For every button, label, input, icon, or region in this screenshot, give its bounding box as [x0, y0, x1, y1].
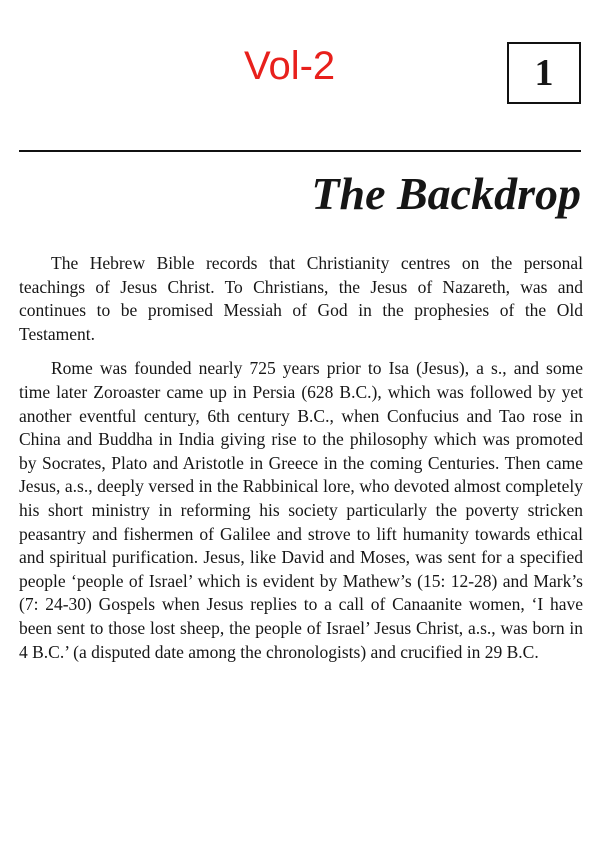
chapter-title: The Backdrop	[311, 168, 581, 219]
volume-label: Vol-2	[244, 44, 336, 88]
chapter-number: 1	[534, 52, 554, 94]
header-divider	[19, 150, 581, 152]
paragraph: Rome was founded nearly 725 years prior to Isa (Jesus), a s., and some time later Zoroaster came up in Persia (628 B.C.), which was followed by yet another eventful century, 6th century B.C., when Confucius and Tao rose in China and Buddha in India giving rise to the philosophy which was promoted by Socrates, Plato and Aristotle in Greece in the coming Centuries. Then came Jesus, a.s., deeply versed in the Rabbinical lore, who devoted almost completely his short ministry in reforming his society particularly the poverty stricken peasantry and fishermen of Galilee and strove to lift humanity towards ethical and spiritual purification. Jesus, like David and Moses, was sent for a specified people ‘people of Israel’ which is evident by Mathew’s (15: 12-28) and Mark’s (7: 24-30) Gospels when Jesus replies to a call of Canaanite women, ‘I have been sent to those lost sheep, the people of Israel’ Jesus Christ, a.s., was born in 4 B.C.’ (a disputed date among the chronologists) and crucified in 29 B.C.	[19, 358, 583, 662]
chapter-number-box	[507, 42, 581, 104]
body-text	[19, 252, 583, 675]
paragraph: The Hebrew Bible records that Christianity centres on the personal teachings of Jesus Christ. To Christians, the Jesus of Nazareth, was and continues to be promised Messiah of God in the prophesies of the Old Testament.	[19, 253, 583, 344]
